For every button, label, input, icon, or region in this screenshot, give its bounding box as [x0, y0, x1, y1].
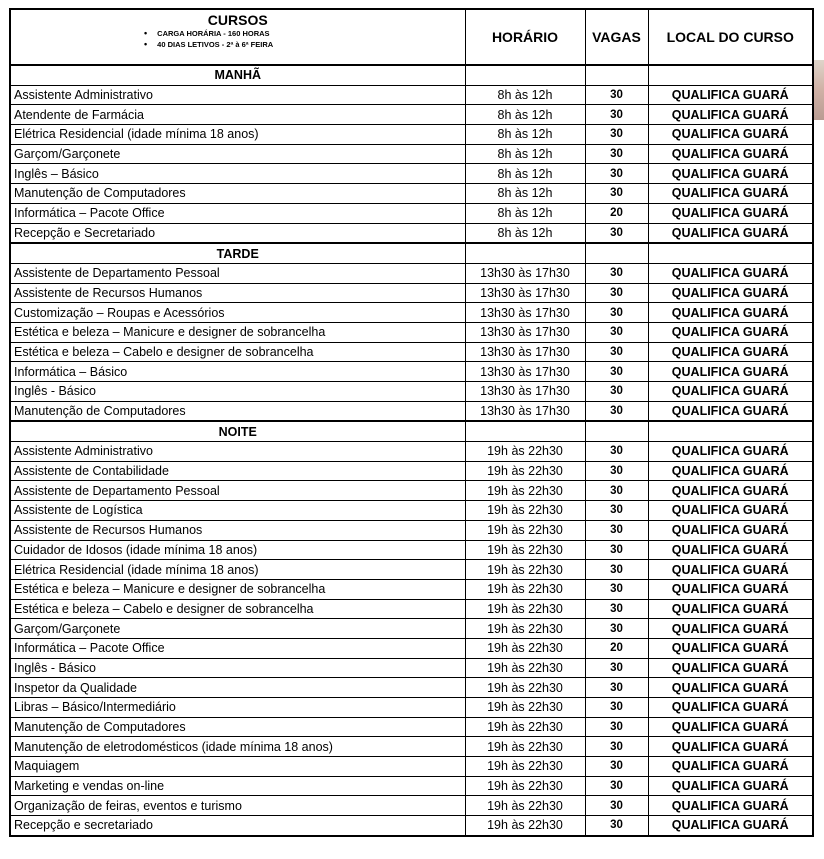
- horario-cell: 13h30 às 17h30: [465, 342, 585, 362]
- horario-cell: 8h às 12h: [465, 105, 585, 125]
- course-name-cell: Assistente de Departamento Pessoal: [10, 263, 465, 283]
- course-name-cell: Customização – Roupas e Acessórios: [10, 303, 465, 323]
- local-cell: QUALIFICA GUARÁ: [648, 698, 813, 718]
- course-name-cell: Assistente de Contabilidade: [10, 461, 465, 481]
- vagas-cell: 30: [585, 579, 648, 599]
- vagas-cell: 30: [585, 619, 648, 639]
- course-name-cell: Assistente de Departamento Pessoal: [10, 481, 465, 501]
- horario-cell: 13h30 às 17h30: [465, 362, 585, 382]
- table-row: [10, 125, 813, 145]
- local-header: LOCAL DO CURSO: [648, 9, 813, 65]
- local-cell: QUALIFICA GUARÁ: [648, 85, 813, 105]
- horario-cell: 19h às 22h30: [465, 599, 585, 619]
- course-name-cell: Assistente Administrativo: [10, 442, 465, 462]
- vagas-cell: 30: [585, 283, 648, 303]
- course-name-cell: Organização de feiras, eventos e turismo: [10, 796, 465, 816]
- section-row: [10, 243, 813, 263]
- table-row: [10, 144, 813, 164]
- vagas-cell: 30: [585, 461, 648, 481]
- vagas-header: VAGAS: [585, 9, 648, 65]
- local-cell: QUALIFICA GUARÁ: [648, 757, 813, 777]
- cursos-title: CURSOS: [207, 12, 268, 28]
- course-name-cell: Manutenção de eletrodomésticos (idade mínima 18 anos): [10, 737, 465, 757]
- section-title: MANHÃ: [10, 65, 465, 85]
- section-empty-cell: [585, 65, 648, 85]
- course-name-cell: Manutenção de Computadores: [10, 184, 465, 204]
- local-cell: QUALIFICA GUARÁ: [648, 678, 813, 698]
- section-row: [10, 421, 813, 441]
- table-row: [10, 776, 813, 796]
- horario-cell: 19h às 22h30: [465, 442, 585, 462]
- local-cell: QUALIFICA GUARÁ: [648, 796, 813, 816]
- table-row: [10, 184, 813, 204]
- table-row: [10, 481, 813, 501]
- course-name-cell: Libras – Básico/Intermediário: [10, 698, 465, 718]
- horario-cell: 13h30 às 17h30: [465, 322, 585, 342]
- vagas-cell: 30: [585, 322, 648, 342]
- local-cell: QUALIFICA GUARÁ: [648, 263, 813, 283]
- vagas-cell: 30: [585, 382, 648, 402]
- vagas-cell: 30: [585, 678, 648, 698]
- local-cell: QUALIFICA GUARÁ: [648, 223, 813, 243]
- horario-cell: 13h30 às 17h30: [465, 401, 585, 421]
- local-cell: QUALIFICA GUARÁ: [648, 164, 813, 184]
- table-row: [10, 203, 813, 223]
- course-name-cell: Marketing e vendas on-line: [10, 776, 465, 796]
- course-name-cell: Estética e beleza – Cabelo e designer de sobrancelha: [10, 599, 465, 619]
- vagas-cell: 30: [585, 342, 648, 362]
- local-cell: QUALIFICA GUARÁ: [648, 520, 813, 540]
- table-row: [10, 698, 813, 718]
- course-name-cell: Inglês - Básico: [10, 382, 465, 402]
- vagas-cell: 30: [585, 658, 648, 678]
- vagas-cell: 30: [585, 442, 648, 462]
- table-row: [10, 638, 813, 658]
- vagas-cell: 30: [585, 184, 648, 204]
- local-cell: QUALIFICA GUARÁ: [648, 560, 813, 580]
- course-name-cell: Inspetor da Qualidade: [10, 678, 465, 698]
- course-name-cell: Inglês – Básico: [10, 164, 465, 184]
- horario-cell: 19h às 22h30: [465, 461, 585, 481]
- table-row: [10, 322, 813, 342]
- vagas-cell: 30: [585, 698, 648, 718]
- section-empty-cell: [465, 243, 585, 263]
- horario-cell: 19h às 22h30: [465, 579, 585, 599]
- local-cell: QUALIFICA GUARÁ: [648, 737, 813, 757]
- vagas-cell: 30: [585, 501, 648, 521]
- vagas-cell: 30: [585, 481, 648, 501]
- local-cell: QUALIFICA GUARÁ: [648, 501, 813, 521]
- local-cell: QUALIFICA GUARÁ: [648, 599, 813, 619]
- vagas-cell: 30: [585, 85, 648, 105]
- local-cell: QUALIFICA GUARÁ: [648, 125, 813, 145]
- horario-cell: 13h30 às 17h30: [465, 283, 585, 303]
- table-row: [10, 303, 813, 323]
- course-name-cell: Cuidador de Idosos (idade mínima 18 anos): [10, 540, 465, 560]
- table-row: [10, 717, 813, 737]
- horario-cell: 19h às 22h30: [465, 658, 585, 678]
- local-cell: QUALIFICA GUARÁ: [648, 540, 813, 560]
- table-row: [10, 737, 813, 757]
- table-row: [10, 540, 813, 560]
- vagas-cell: 30: [585, 125, 648, 145]
- horario-cell: 19h às 22h30: [465, 619, 585, 639]
- vagas-cell: 30: [585, 776, 648, 796]
- table-row: [10, 520, 813, 540]
- table-row: [10, 401, 813, 421]
- course-name-cell: Inglês - Básico: [10, 658, 465, 678]
- table-row: [10, 658, 813, 678]
- horario-cell: 19h às 22h30: [465, 816, 585, 836]
- horario-cell: 19h às 22h30: [465, 481, 585, 501]
- horario-cell: 19h às 22h30: [465, 757, 585, 777]
- vagas-cell: 30: [585, 816, 648, 836]
- table-row: [10, 263, 813, 283]
- table-row: [10, 382, 813, 402]
- table-row: [10, 757, 813, 777]
- vagas-cell: 20: [585, 203, 648, 223]
- section-empty-cell: [648, 421, 813, 441]
- local-cell: QUALIFICA GUARÁ: [648, 283, 813, 303]
- section-empty-cell: [465, 65, 585, 85]
- course-name-cell: Elétrica Residencial (idade mínima 18 anos): [10, 125, 465, 145]
- section-empty-cell: [465, 421, 585, 441]
- vagas-cell: 30: [585, 737, 648, 757]
- bullet-carga-horaria: • CARGA HORÁRIA - 160 HORAS: [144, 28, 462, 39]
- local-cell: QUALIFICA GUARÁ: [648, 362, 813, 382]
- section-empty-cell: [585, 243, 648, 263]
- horario-cell: 19h às 22h30: [465, 501, 585, 521]
- horario-cell: 19h às 22h30: [465, 776, 585, 796]
- course-name-cell: Recepção e secretariado: [10, 816, 465, 836]
- horario-cell: 13h30 às 17h30: [465, 382, 585, 402]
- local-cell: QUALIFICA GUARÁ: [648, 184, 813, 204]
- vagas-cell: 30: [585, 303, 648, 323]
- section-row: [10, 65, 813, 85]
- section-empty-cell: [648, 243, 813, 263]
- horario-cell: 8h às 12h: [465, 164, 585, 184]
- table-row: [10, 164, 813, 184]
- horario-cell: 19h às 22h30: [465, 796, 585, 816]
- table-row: [10, 342, 813, 362]
- horario-cell: 8h às 12h: [465, 184, 585, 204]
- course-info-bullets: [14, 28, 462, 50]
- table-row: [10, 579, 813, 599]
- vagas-cell: 30: [585, 796, 648, 816]
- vagas-cell: 30: [585, 223, 648, 243]
- vagas-cell: 30: [585, 362, 648, 382]
- local-cell: QUALIFICA GUARÁ: [648, 776, 813, 796]
- course-name-cell: Assistente de Recursos Humanos: [10, 520, 465, 540]
- table-body: [10, 65, 813, 836]
- course-name-cell: Assistente de Logística: [10, 501, 465, 521]
- table-row: [10, 678, 813, 698]
- local-cell: QUALIFICA GUARÁ: [648, 105, 813, 125]
- horario-cell: 19h às 22h30: [465, 678, 585, 698]
- vagas-cell: 30: [585, 717, 648, 737]
- horario-cell: 19h às 22h30: [465, 638, 585, 658]
- horario-cell: 19h às 22h30: [465, 737, 585, 757]
- table-row: [10, 501, 813, 521]
- horario-cell: 8h às 12h: [465, 223, 585, 243]
- cursos-header-cell: [10, 9, 465, 65]
- table-row: [10, 619, 813, 639]
- local-cell: QUALIFICA GUARÁ: [648, 442, 813, 462]
- local-cell: QUALIFICA GUARÁ: [648, 619, 813, 639]
- table-row: [10, 105, 813, 125]
- table-row: [10, 599, 813, 619]
- local-cell: QUALIFICA GUARÁ: [648, 203, 813, 223]
- course-name-cell: Estética e beleza – Manicure e designer de sobrancelha: [10, 322, 465, 342]
- horario-cell: 19h às 22h30: [465, 520, 585, 540]
- table-row: [10, 461, 813, 481]
- horario-cell: 19h às 22h30: [465, 560, 585, 580]
- table-row: [10, 85, 813, 105]
- course-name-cell: Assistente de Recursos Humanos: [10, 283, 465, 303]
- vagas-cell: 30: [585, 599, 648, 619]
- courses-table: [9, 8, 814, 837]
- horario-cell: 8h às 12h: [465, 125, 585, 145]
- local-cell: QUALIFICA GUARÁ: [648, 579, 813, 599]
- course-name-cell: Garçom/Garçonete: [10, 619, 465, 639]
- vagas-cell: 30: [585, 105, 648, 125]
- table-row: [10, 362, 813, 382]
- table-row: [10, 560, 813, 580]
- local-cell: QUALIFICA GUARÁ: [648, 481, 813, 501]
- vagas-cell: 30: [585, 144, 648, 164]
- course-name-cell: Informática – Pacote Office: [10, 203, 465, 223]
- horario-cell: 19h às 22h30: [465, 698, 585, 718]
- local-cell: QUALIFICA GUARÁ: [648, 303, 813, 323]
- vagas-cell: 30: [585, 401, 648, 421]
- horario-cell: 13h30 às 17h30: [465, 303, 585, 323]
- course-name-cell: Informática – Básico: [10, 362, 465, 382]
- local-cell: QUALIFICA GUARÁ: [648, 401, 813, 421]
- course-name-cell: Assistente Administrativo: [10, 85, 465, 105]
- course-name-cell: Estética e beleza – Manicure e designer de sobrancelha: [10, 579, 465, 599]
- course-name-cell: Informática – Pacote Office: [10, 638, 465, 658]
- local-cell: QUALIFICA GUARÁ: [648, 658, 813, 678]
- course-name-cell: Garçom/Garçonete: [10, 144, 465, 164]
- horario-cell: 8h às 12h: [465, 203, 585, 223]
- section-title: TARDE: [10, 243, 465, 263]
- vagas-cell: 20: [585, 638, 648, 658]
- bullet-dias-letivos: • 40 DIAS LETIVOS - 2ª à 6ª FEIRA: [144, 39, 462, 50]
- section-empty-cell: [585, 421, 648, 441]
- section-title: NOITE: [10, 421, 465, 441]
- vagas-cell: 30: [585, 263, 648, 283]
- vagas-cell: 30: [585, 560, 648, 580]
- table-row: [10, 796, 813, 816]
- section-empty-cell: [648, 65, 813, 85]
- horario-cell: 13h30 às 17h30: [465, 263, 585, 283]
- vagas-cell: 30: [585, 164, 648, 184]
- local-cell: QUALIFICA GUARÁ: [648, 382, 813, 402]
- local-cell: QUALIFICA GUARÁ: [648, 342, 813, 362]
- vagas-cell: 30: [585, 520, 648, 540]
- local-cell: QUALIFICA GUARÁ: [648, 144, 813, 164]
- course-name-cell: Maquiagem: [10, 757, 465, 777]
- vagas-cell: 30: [585, 757, 648, 777]
- horario-cell: 8h às 12h: [465, 144, 585, 164]
- top-strip: [0, 0, 824, 8]
- course-name-cell: Estética e beleza – Cabelo e designer de sobrancelha: [10, 342, 465, 362]
- course-name-cell: Elétrica Residencial (idade mínima 18 anos): [10, 560, 465, 580]
- horario-cell: 19h às 22h30: [465, 540, 585, 560]
- vagas-cell: 30: [585, 540, 648, 560]
- local-cell: QUALIFICA GUARÁ: [648, 717, 813, 737]
- horario-header: HORÁRIO: [465, 9, 585, 65]
- course-name-cell: Recepção e Secretariado: [10, 223, 465, 243]
- horario-cell: 19h às 22h30: [465, 717, 585, 737]
- table-row: [10, 442, 813, 462]
- local-cell: QUALIFICA GUARÁ: [648, 816, 813, 836]
- table-row: [10, 223, 813, 243]
- local-cell: QUALIFICA GUARÁ: [648, 638, 813, 658]
- course-name-cell: Atendente de Farmácia: [10, 105, 465, 125]
- horario-cell: 8h às 12h: [465, 85, 585, 105]
- table-row: [10, 816, 813, 836]
- local-cell: QUALIFICA GUARÁ: [648, 461, 813, 481]
- local-cell: QUALIFICA GUARÁ: [648, 322, 813, 342]
- table-header-row: [10, 9, 813, 65]
- course-name-cell: Manutenção de Computadores: [10, 401, 465, 421]
- table-row: [10, 283, 813, 303]
- course-name-cell: Manutenção de Computadores: [10, 717, 465, 737]
